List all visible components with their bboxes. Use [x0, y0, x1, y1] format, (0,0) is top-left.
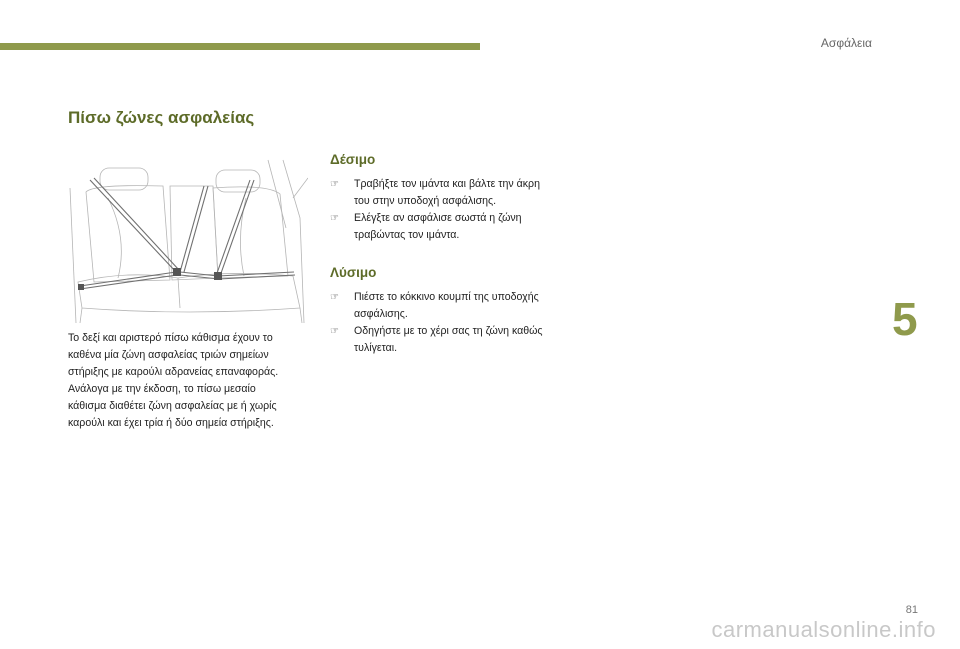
- rear-seatbelts-illustration: [68, 158, 308, 323]
- pointing-hand-icon: ☞: [330, 179, 339, 190]
- step-line: τυλίγεται.: [354, 342, 398, 354]
- fastening-steps: [330, 176, 600, 244]
- header-accent-bar: [0, 43, 480, 50]
- pointing-hand-icon: ☞: [330, 326, 339, 337]
- watermark: carmanualsonline.info: [711, 617, 936, 642]
- step-line: Τραβήξτε τον ιμάντα και βάλτε την άκρη: [354, 178, 540, 190]
- illustration-caption: [68, 330, 320, 432]
- step-line: τραβώντας τον ιμάντα.: [354, 229, 460, 241]
- unfastening-steps: [330, 289, 600, 357]
- caption-line: Ανάλογα με την έκδοση, το πίσω μεσαίο: [68, 383, 256, 395]
- caption-line: στήριξης με καρούλι αδρανείας επαναφοράς.: [68, 366, 279, 378]
- caption-line: καθένα μία ζώνη ασφαλείας τριών σημείων: [68, 349, 269, 361]
- fastening-step: [330, 210, 600, 244]
- step-line: Πιέστε το κόκκινο κουμπί της υποδοχής: [354, 291, 539, 303]
- page-title: Πίσω ζώνες ασφαλείας: [68, 108, 255, 127]
- section-label: Ασφάλεια: [820, 36, 872, 50]
- fastening-step: [330, 176, 600, 210]
- step-line: Οδηγήστε με το χέρι σας τη ζώνη καθώς: [354, 325, 543, 337]
- caption-line: κάθισμα διαθέτει ζώνη ασφαλείας με ή χωρίς: [68, 400, 277, 412]
- unfastening-step: [330, 323, 600, 357]
- fastening-heading: Δέσιμο: [330, 152, 376, 167]
- step-line: ασφάλισης.: [354, 308, 408, 320]
- unfastening-step: [330, 289, 600, 323]
- unfastening-heading: Λύσιμο: [330, 265, 377, 280]
- pointing-hand-icon: ☞: [330, 213, 339, 224]
- caption-line: καρούλι και έχει τρία ή δύο σημεία στήριξης.: [68, 417, 274, 429]
- chapter-number: 5: [892, 293, 918, 345]
- pointing-hand-icon: ☞: [330, 292, 339, 303]
- page-number: 81: [905, 604, 918, 616]
- caption-line: Το δεξί και αριστερό πίσω κάθισμα έχουν το: [68, 332, 273, 344]
- step-line: Ελέγξτε αν ασφάλισε σωστά η ζώνη: [354, 212, 522, 224]
- step-line: του στην υποδοχή ασφάλισης.: [354, 195, 497, 207]
